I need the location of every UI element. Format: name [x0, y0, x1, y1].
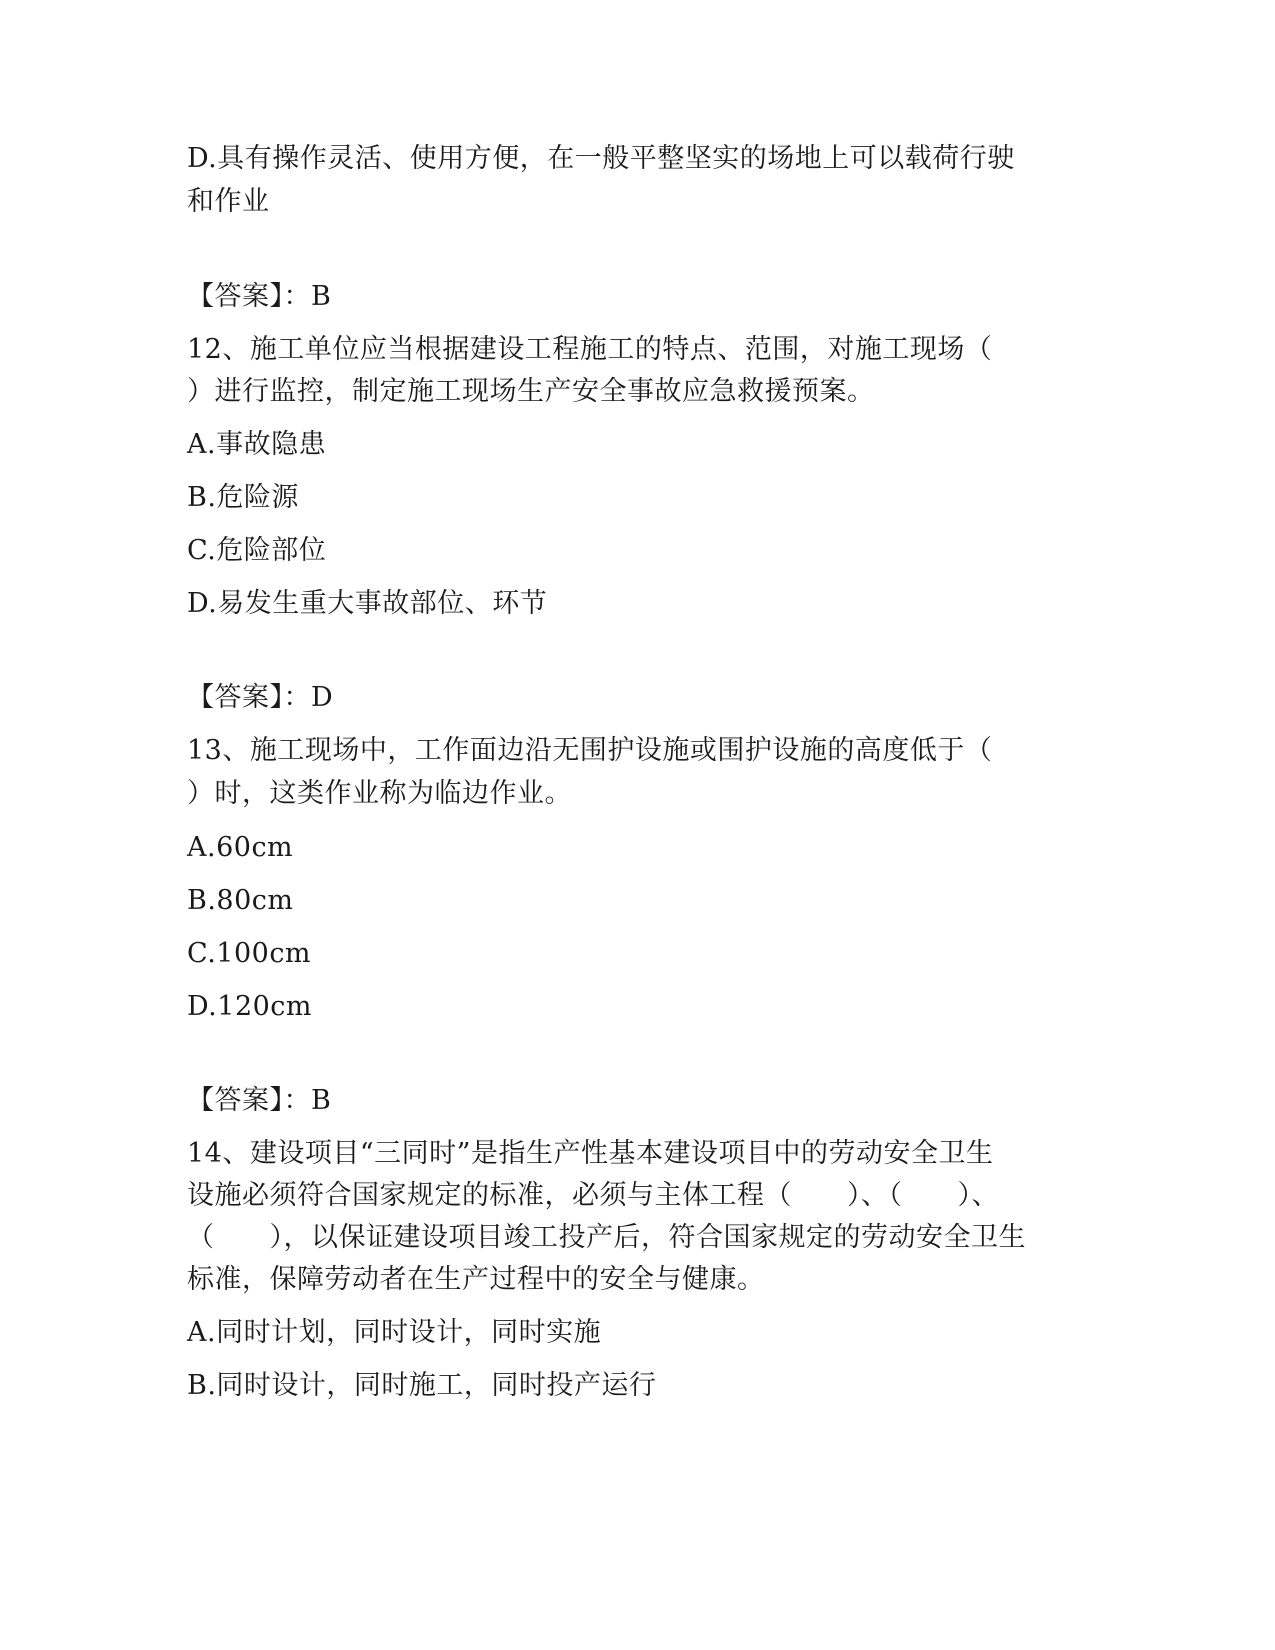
- q12-stem-line2: ）进行监控，制定施工现场生产安全事故应急救援预案。: [187, 376, 875, 407]
- q12-stem-line1: 12、施工单位应当根据建设工程施工的特点、范围，对施工现场（: [187, 334, 993, 365]
- q11-option-d-line2: 和作业: [187, 186, 270, 217]
- q14-stem-line3: （ ），以保证建设项目竣工投产后，符合国家规定的劳动安全卫生: [187, 1222, 1026, 1253]
- q13-stem-line1: 13、施工现场中，工作面边沿无围护设施或围护设施的高度低于（: [187, 735, 993, 766]
- q13-option-a: A.60cm: [187, 832, 294, 863]
- q12-option-d: D.易发生重大事故部位、环节: [187, 588, 548, 619]
- q14-option-b: B.同时设计，同时施工，同时投产运行: [187, 1370, 657, 1401]
- q13-option-d: D.120cm: [187, 991, 313, 1022]
- q11-option-d-line1: D.具有操作灵活、使用方便，在一般平整坚实的场地上可以载荷行驶: [187, 143, 1015, 174]
- q12-option-c: C.危险部位: [187, 535, 327, 566]
- q14-stem-line4: 标准，保障劳动者在生产过程中的安全与健康。: [187, 1264, 765, 1295]
- q13-answer: 【答案】：B: [187, 1085, 332, 1116]
- q12-option-b: B.危险源: [187, 482, 299, 513]
- q14-stem-line1: 14、建设项目“三同时”是指生产性基本建设项目中的劳动安全卫生: [187, 1138, 994, 1169]
- q12-answer: 【答案】：D: [187, 682, 334, 713]
- q14-option-a: A.同时计划，同时设计，同时实施: [187, 1317, 602, 1348]
- q13-option-c: C.100cm: [187, 938, 312, 969]
- q11-answer: 【答案】：B: [187, 281, 332, 312]
- q13-stem-line2: ）时，这类作业称为临边作业。: [187, 778, 572, 809]
- q14-stem-line2: 设施必须符合国家规定的标准，必须与主体工程（ ）、（ ）、: [187, 1180, 999, 1211]
- q12-option-a: A.事故隐患: [187, 429, 327, 460]
- q13-option-b: B.80cm: [187, 885, 294, 916]
